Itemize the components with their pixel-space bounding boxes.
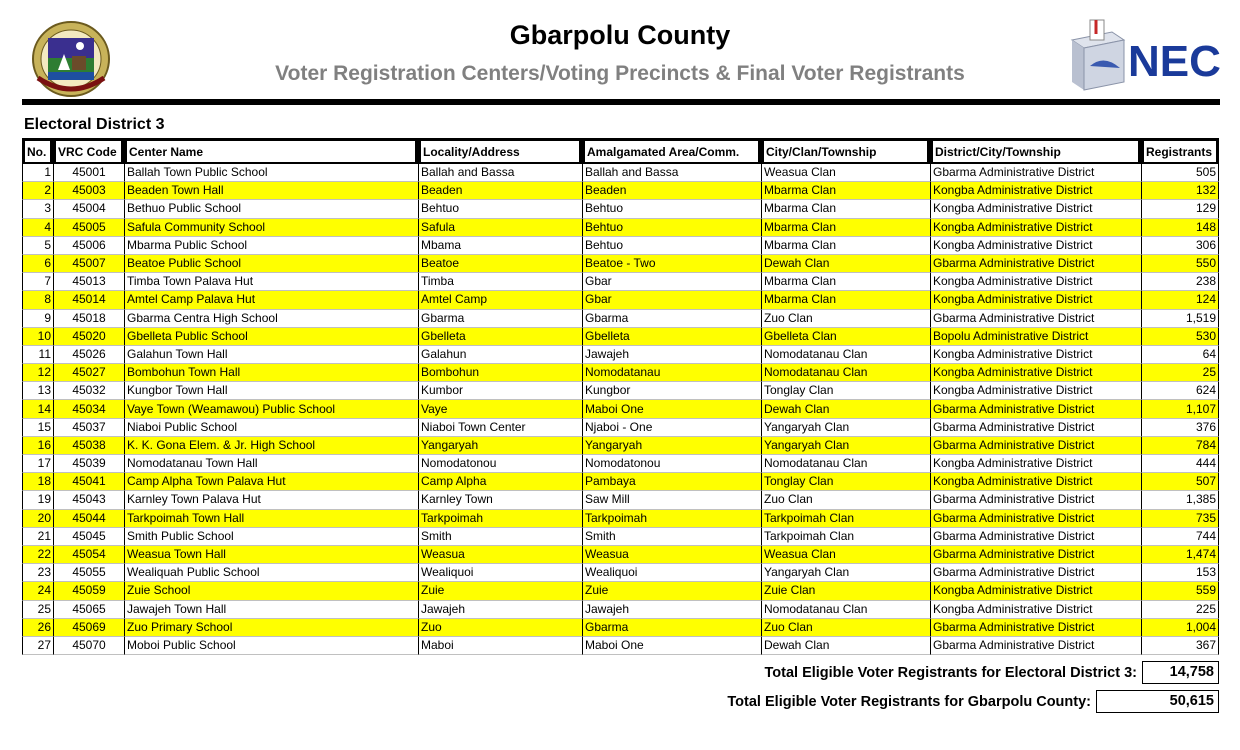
table-row (22, 400, 1219, 418)
locality-cell: Karnley Town (418, 491, 582, 509)
vrc-code-cell: 45039 (53, 455, 124, 473)
clan-cell: Nomodatanau Clan (761, 346, 930, 364)
locality-cell: Amtel Camp (418, 291, 582, 309)
registrants-cell: 367 (1141, 637, 1219, 655)
center-name-cell: Beaden Town Hall (124, 182, 418, 200)
row-number-cell: 3 (22, 200, 53, 218)
row-number-cell: 26 (22, 619, 53, 637)
registrants-cell: 238 (1141, 273, 1219, 291)
clan-cell: Tonglay Clan (761, 382, 930, 400)
vrc-code-cell: 45045 (53, 528, 124, 546)
locality-cell: Jawajeh (418, 601, 582, 619)
locality-cell: Ballah and Bassa (418, 164, 582, 182)
center-name-cell: Smith Public School (124, 528, 418, 546)
vrc-code-cell: 45055 (53, 564, 124, 582)
amalgamated-area-cell: Zuie (582, 582, 761, 600)
amalgamated-area-cell: Pambaya (582, 473, 761, 491)
clan-cell: Nomodatanau Clan (761, 455, 930, 473)
registrants-cell: 530 (1141, 328, 1219, 346)
district-cell: Kongba Administrative District (930, 473, 1141, 491)
center-name-cell: Karnley Town Palava Hut (124, 491, 418, 509)
vrc-code-cell: 45034 (53, 400, 124, 418)
clan-cell: Mbarma Clan (761, 273, 930, 291)
vrc-code-cell: 45059 (53, 582, 124, 600)
table-row (22, 637, 1219, 655)
clan-cell: Dewah Clan (761, 637, 930, 655)
center-name-cell: Gbelleta Public School (124, 328, 418, 346)
clan-cell: Zuo Clan (761, 310, 930, 328)
clan-cell: Yangaryah Clan (761, 437, 930, 455)
locality-cell: Mbama (418, 237, 582, 255)
district-cell: Gbarma Administrative District (930, 546, 1141, 564)
district-label: Electoral District 3 (24, 116, 165, 133)
clan-cell: Mbarma Clan (761, 291, 930, 309)
row-number-cell: 2 (22, 182, 53, 200)
table-row (22, 200, 1219, 218)
vrc-code-cell: 45014 (53, 291, 124, 309)
locality-cell: Camp Alpha (418, 473, 582, 491)
district-cell: Gbarma Administrative District (930, 419, 1141, 437)
clan-cell: Nomodatanau Clan (761, 364, 930, 382)
locality-cell: Zuie (418, 582, 582, 600)
center-name-cell: Vaye Town (Weamawou) Public School (124, 400, 418, 418)
table-row (22, 419, 1219, 437)
table-row (22, 182, 1219, 200)
county-total-label: Total Eligible Voter Registrants for Gbarpolu County: (727, 694, 1091, 710)
locality-cell: Behtuo (418, 200, 582, 218)
vrc-code-cell: 45065 (53, 601, 124, 619)
row-number-cell: 9 (22, 310, 53, 328)
locality-cell: Tarkpoimah (418, 510, 582, 528)
registrants-cell: 1,107 (1141, 400, 1219, 418)
registrants-cell: 124 (1141, 291, 1219, 309)
clan-cell: Nomodatanau Clan (761, 601, 930, 619)
row-number-cell: 14 (22, 400, 53, 418)
vrc-code-cell: 45032 (53, 382, 124, 400)
amalgamated-area-cell: Behtuo (582, 219, 761, 237)
district-cell: Gbarma Administrative District (930, 619, 1141, 637)
row-number-cell: 17 (22, 455, 53, 473)
district-total-value: 14,758 (1142, 661, 1219, 684)
locality-cell: Beatoe (418, 255, 582, 273)
locality-cell: Vaye (418, 400, 582, 418)
amalgamated-area-cell: Nomodatonou (582, 455, 761, 473)
amalgamated-area-cell: Yangaryah (582, 437, 761, 455)
vrc-code-cell: 45004 (53, 200, 124, 218)
district-cell: Bopolu Administrative District (930, 328, 1141, 346)
amalgamated-area-cell: Nomodatanau (582, 364, 761, 382)
registrants-cell: 1,474 (1141, 546, 1219, 564)
locality-cell: Zuo (418, 619, 582, 637)
table-header-row (22, 138, 1219, 164)
vrc-code-cell: 45007 (53, 255, 124, 273)
locality-cell: Wealiquoi (418, 564, 582, 582)
nec-logo-text: NEC (1128, 37, 1221, 86)
locality-cell: Galahun (418, 346, 582, 364)
registrants-cell: 64 (1141, 346, 1219, 364)
column-header-locality: Locality/Address (418, 138, 582, 164)
district-cell: Kongba Administrative District (930, 182, 1141, 200)
clan-cell: Zuo Clan (761, 491, 930, 509)
registrants-cell: 129 (1141, 200, 1219, 218)
table-row (22, 273, 1219, 291)
center-name-cell: Beatoe Public School (124, 255, 418, 273)
table-row (22, 601, 1219, 619)
district-cell: Kongba Administrative District (930, 237, 1141, 255)
district-cell: Gbarma Administrative District (930, 437, 1141, 455)
center-name-cell: Timba Town Palava Hut (124, 273, 418, 291)
county-total-value: 50,615 (1096, 690, 1219, 713)
vrc-code-cell: 45027 (53, 364, 124, 382)
column-header-no: No. (22, 138, 53, 164)
district-cell: Gbarma Administrative District (930, 564, 1141, 582)
locality-cell: Maboi (418, 637, 582, 655)
district-cell: Kongba Administrative District (930, 346, 1141, 364)
district-cell: Gbarma Administrative District (930, 255, 1141, 273)
amalgamated-area-cell: Maboi One (582, 637, 761, 655)
row-number-cell: 16 (22, 437, 53, 455)
vrc-code-cell: 45001 (53, 164, 124, 182)
clan-cell: Weasua Clan (761, 164, 930, 182)
nec-logo-icon (1068, 18, 1221, 92)
registrants-cell: 444 (1141, 455, 1219, 473)
table-row (22, 510, 1219, 528)
table-row (22, 546, 1219, 564)
column-header-district: District/City/Township (930, 138, 1141, 164)
registrants-cell: 507 (1141, 473, 1219, 491)
locality-cell: Smith (418, 528, 582, 546)
locality-cell: Gbarma (418, 310, 582, 328)
clan-cell: Tonglay Clan (761, 473, 930, 491)
page-title: Gbarpolu County (509, 20, 731, 50)
amalgamated-area-cell: Ballah and Bassa (582, 164, 761, 182)
table-row (22, 164, 1219, 182)
registrants-cell: 225 (1141, 601, 1219, 619)
vrc-code-cell: 45041 (53, 473, 124, 491)
vrc-code-cell: 45070 (53, 637, 124, 655)
vrc-code-cell: 45054 (53, 546, 124, 564)
row-number-cell: 21 (22, 528, 53, 546)
vrc-code-cell: 45013 (53, 273, 124, 291)
center-name-cell: Wealiquah Public School (124, 564, 418, 582)
district-cell: Kongba Administrative District (930, 273, 1141, 291)
vrc-code-cell: 45005 (53, 219, 124, 237)
amalgamated-area-cell: Njaboi - One (582, 419, 761, 437)
center-name-cell: Bethuo Public School (124, 200, 418, 218)
locality-cell: Gbelleta (418, 328, 582, 346)
registrants-cell: 376 (1141, 419, 1219, 437)
registrants-cell: 132 (1141, 182, 1219, 200)
table-row (22, 291, 1219, 309)
registrants-cell: 559 (1141, 582, 1219, 600)
amalgamated-area-cell: Saw Mill (582, 491, 761, 509)
row-number-cell: 7 (22, 273, 53, 291)
district-cell: Kongba Administrative District (930, 364, 1141, 382)
amalgamated-area-cell: Gbar (582, 273, 761, 291)
registrants-cell: 148 (1141, 219, 1219, 237)
row-number-cell: 5 (22, 237, 53, 255)
registrants-cell: 1,004 (1141, 619, 1219, 637)
registrants-cell: 1,385 (1141, 491, 1219, 509)
district-cell: Gbarma Administrative District (930, 528, 1141, 546)
table-row (22, 364, 1219, 382)
amalgamated-area-cell: Weasua (582, 546, 761, 564)
clan-cell: Mbarma Clan (761, 237, 930, 255)
district-cell: Kongba Administrative District (930, 291, 1141, 309)
clan-cell: Dewah Clan (761, 255, 930, 273)
page-header (0, 0, 1240, 100)
row-number-cell: 22 (22, 546, 53, 564)
locality-cell: Nomodatonou (418, 455, 582, 473)
registrants-cell: 1,519 (1141, 310, 1219, 328)
column-header-registrants: Registrants (1141, 138, 1219, 164)
registrants-cell: 153 (1141, 564, 1219, 582)
table-row (22, 255, 1219, 273)
amalgamated-area-cell: Kungbor (582, 382, 761, 400)
center-name-cell: Weasua Town Hall (124, 546, 418, 564)
row-number-cell: 11 (22, 346, 53, 364)
clan-cell: Weasua Clan (761, 546, 930, 564)
registrants-cell: 550 (1141, 255, 1219, 273)
registrants-cell: 505 (1141, 164, 1219, 182)
vrc-code-cell: 45020 (53, 328, 124, 346)
clan-cell: Zuie Clan (761, 582, 930, 600)
center-name-cell: Zuo Primary School (124, 619, 418, 637)
vrc-code-cell: 45037 (53, 419, 124, 437)
clan-cell: Mbarma Clan (761, 219, 930, 237)
table-row (22, 564, 1219, 582)
district-cell: Gbarma Administrative District (930, 400, 1141, 418)
table-row (22, 437, 1219, 455)
row-number-cell: 18 (22, 473, 53, 491)
row-number-cell: 24 (22, 582, 53, 600)
registration-table (22, 138, 1219, 655)
center-name-cell: Tarkpoimah Town Hall (124, 510, 418, 528)
vrc-code-cell: 45003 (53, 182, 124, 200)
locality-cell: Beaden (418, 182, 582, 200)
row-number-cell: 13 (22, 382, 53, 400)
clan-cell: Dewah Clan (761, 400, 930, 418)
amalgamated-area-cell: Jawajeh (582, 346, 761, 364)
vrc-code-cell: 45069 (53, 619, 124, 637)
table-row (22, 582, 1219, 600)
district-cell: Gbarma Administrative District (930, 164, 1141, 182)
center-name-cell: Niaboi Public School (124, 419, 418, 437)
header-rule (22, 99, 1220, 105)
center-name-cell: Camp Alpha Town Palava Hut (124, 473, 418, 491)
district-cell: Kongba Administrative District (930, 200, 1141, 218)
district-cell: Kongba Administrative District (930, 382, 1141, 400)
table-row (22, 237, 1219, 255)
row-number-cell: 23 (22, 564, 53, 582)
amalgamated-area-cell: Behtuo (582, 237, 761, 255)
center-name-cell: Mbarma Public School (124, 237, 418, 255)
table-row (22, 328, 1219, 346)
amalgamated-area-cell: Gbelleta (582, 328, 761, 346)
center-name-cell: Zuie School (124, 582, 418, 600)
clan-cell: Tarkpoimah Clan (761, 528, 930, 546)
clan-cell: Tarkpoimah Clan (761, 510, 930, 528)
table-body (22, 164, 1219, 655)
row-number-cell: 4 (22, 219, 53, 237)
clan-cell: Zuo Clan (761, 619, 930, 637)
row-number-cell: 12 (22, 364, 53, 382)
page-subtitle: Voter Registration Centers/Voting Precincts & Final Voter Registrants (275, 62, 965, 85)
registrants-cell: 744 (1141, 528, 1219, 546)
vrc-code-cell: 45026 (53, 346, 124, 364)
clan-cell: Mbarma Clan (761, 200, 930, 218)
registrants-cell: 784 (1141, 437, 1219, 455)
district-cell: Gbarma Administrative District (930, 310, 1141, 328)
table-row (22, 455, 1219, 473)
district-cell: Gbarma Administrative District (930, 510, 1141, 528)
center-name-cell: Ballah Town Public School (124, 164, 418, 182)
locality-cell: Weasua (418, 546, 582, 564)
row-number-cell: 20 (22, 510, 53, 528)
vrc-code-cell: 45018 (53, 310, 124, 328)
district-cell: Kongba Administrative District (930, 219, 1141, 237)
center-name-cell: Galahun Town Hall (124, 346, 418, 364)
registrants-cell: 25 (1141, 364, 1219, 382)
clan-cell: Yangaryah Clan (761, 564, 930, 582)
table-row (22, 528, 1219, 546)
center-name-cell: Amtel Camp Palava Hut (124, 291, 418, 309)
center-name-cell: Kungbor Town Hall (124, 382, 418, 400)
amalgamated-area-cell: Gbar (582, 291, 761, 309)
amalgamated-area-cell: Wealiquoi (582, 564, 761, 582)
vrc-code-cell: 45043 (53, 491, 124, 509)
vrc-code-cell: 45044 (53, 510, 124, 528)
vrc-code-cell: 45006 (53, 237, 124, 255)
column-header-center-name: Center Name (124, 138, 418, 164)
locality-cell: Safula (418, 219, 582, 237)
amalgamated-area-cell: Beaden (582, 182, 761, 200)
table-row (22, 310, 1219, 328)
clan-cell: Gbelleta Clan (761, 328, 930, 346)
locality-cell: Timba (418, 273, 582, 291)
locality-cell: Kumbor (418, 382, 582, 400)
center-name-cell: Moboi Public School (124, 637, 418, 655)
amalgamated-area-cell: Smith (582, 528, 761, 546)
locality-cell: Niaboi Town Center (418, 419, 582, 437)
district-cell: Gbarma Administrative District (930, 491, 1141, 509)
row-number-cell: 15 (22, 419, 53, 437)
row-number-cell: 6 (22, 255, 53, 273)
table-row (22, 382, 1219, 400)
center-name-cell: Bombohun Town Hall (124, 364, 418, 382)
registrants-cell: 306 (1141, 237, 1219, 255)
row-number-cell: 10 (22, 328, 53, 346)
district-cell: Kongba Administrative District (930, 455, 1141, 473)
locality-cell: Bombohun (418, 364, 582, 382)
amalgamated-area-cell: Behtuo (582, 200, 761, 218)
clan-cell: Mbarma Clan (761, 182, 930, 200)
table-row (22, 619, 1219, 637)
center-name-cell: K. K. Gona Elem. & Jr. High School (124, 437, 418, 455)
column-header-amalgamated-area: Amalgamated Area/Comm. (582, 138, 761, 164)
table-row (22, 491, 1219, 509)
registrants-cell: 735 (1141, 510, 1219, 528)
locality-cell: Yangaryah (418, 437, 582, 455)
district-total-label: Total Eligible Voter Registrants for Electoral District 3: (764, 665, 1137, 681)
row-number-cell: 27 (22, 637, 53, 655)
center-name-cell: Jawajeh Town Hall (124, 601, 418, 619)
amalgamated-area-cell: Gbarma (582, 619, 761, 637)
amalgamated-area-cell: Maboi One (582, 400, 761, 418)
registrants-cell: 624 (1141, 382, 1219, 400)
column-header-vrc-code: VRC Code (53, 138, 124, 164)
row-number-cell: 1 (22, 164, 53, 182)
table-row (22, 219, 1219, 237)
amalgamated-area-cell: Gbarma (582, 310, 761, 328)
table-row (22, 346, 1219, 364)
district-cell: Kongba Administrative District (930, 601, 1141, 619)
table-row (22, 473, 1219, 491)
amalgamated-area-cell: Beatoe - Two (582, 255, 761, 273)
district-cell: Kongba Administrative District (930, 582, 1141, 600)
amalgamated-area-cell: Jawajeh (582, 601, 761, 619)
row-number-cell: 25 (22, 601, 53, 619)
row-number-cell: 8 (22, 291, 53, 309)
column-header-clan: City/Clan/Township (761, 138, 930, 164)
row-number-cell: 19 (22, 491, 53, 509)
center-name-cell: Safula Community School (124, 219, 418, 237)
clan-cell: Yangaryah Clan (761, 419, 930, 437)
amalgamated-area-cell: Tarkpoimah (582, 510, 761, 528)
district-cell: Gbarma Administrative District (930, 637, 1141, 655)
center-name-cell: Gbarma Centra High School (124, 310, 418, 328)
vrc-code-cell: 45038 (53, 437, 124, 455)
center-name-cell: Nomodatanau Town Hall (124, 455, 418, 473)
